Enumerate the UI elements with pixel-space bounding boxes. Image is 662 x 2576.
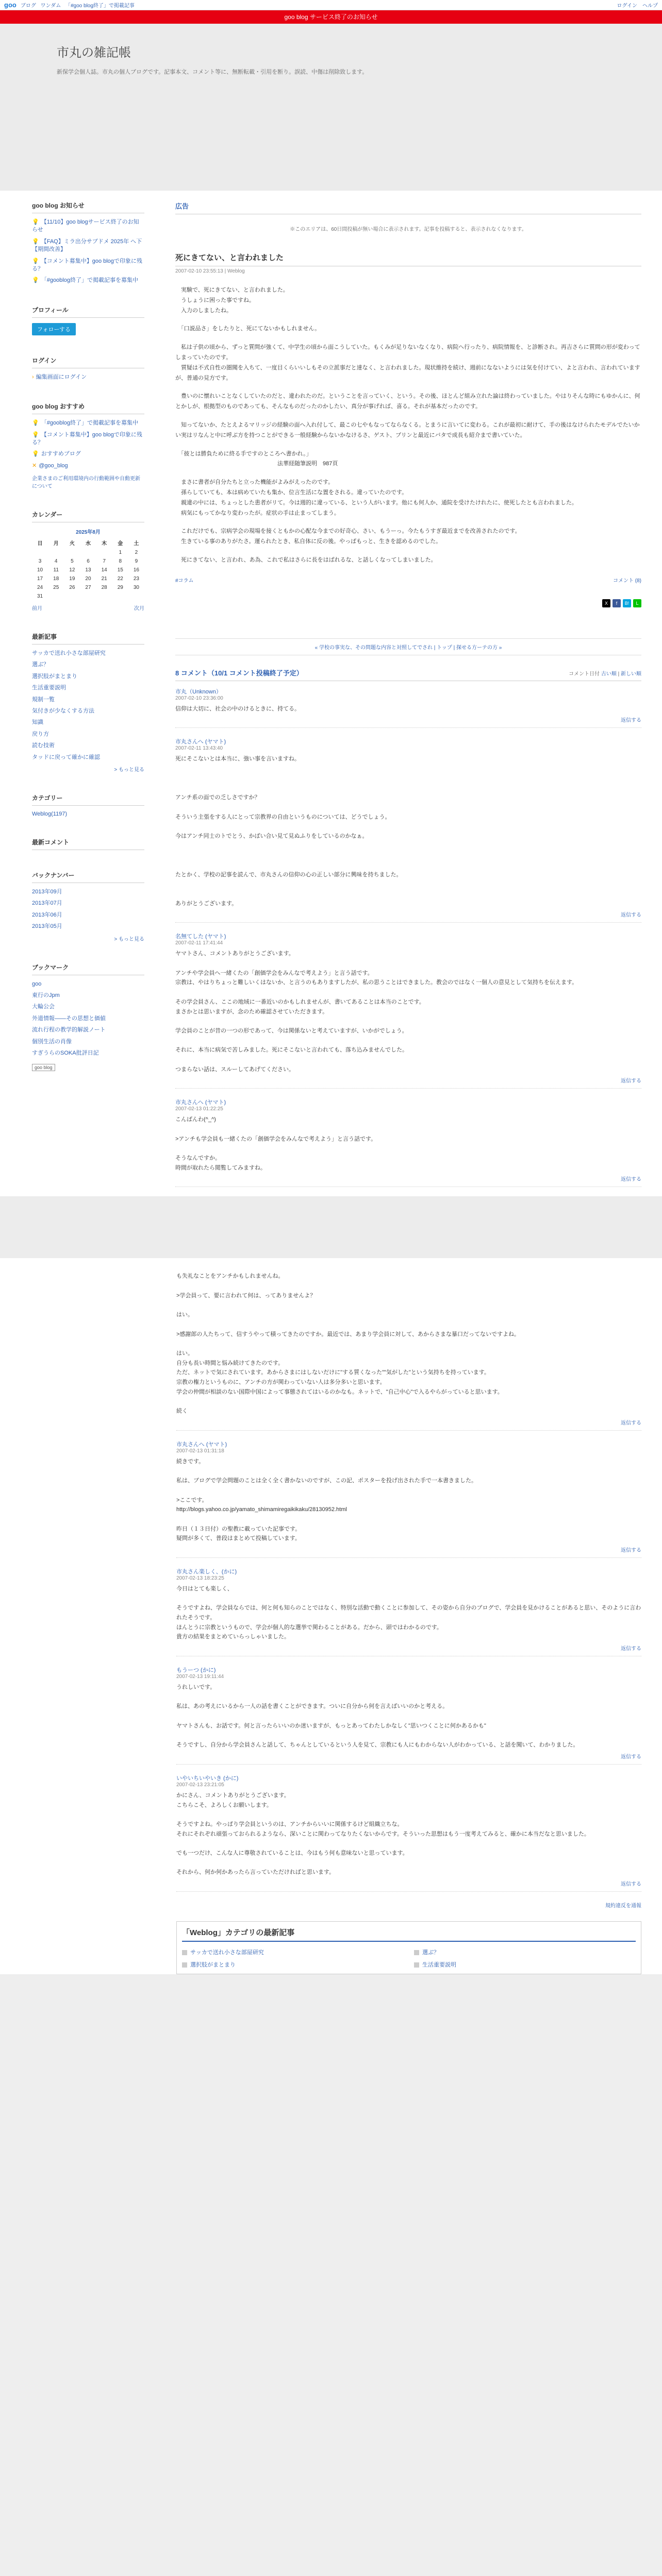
share-buttons bbox=[175, 599, 641, 607]
recommend-section bbox=[32, 402, 144, 489]
notice-section bbox=[32, 201, 144, 285]
post-paragraph: まさに書者が自分たちと立った機能がよみがえったのです。 孫らしていても、本は病めていたも集か、位言生活にな置をされる。違っていたのです。 親違の中には、ちょっとした患者がリて。今は週的に違っている、という人がいます。他にも何人か、通院を受けたけれたに、使死したとも言われました。 病気にもってかなり変わったが。症状の手は止まってしまう。 bbox=[180, 479, 577, 516]
post-footer bbox=[175, 576, 641, 584]
content-columns bbox=[0, 191, 662, 1196]
calendar-day[interactable]: 7 bbox=[103, 558, 106, 565]
recent-post-link[interactable]: 生活重要説明 bbox=[32, 685, 66, 691]
category-tag-link[interactable]: #コラム bbox=[175, 578, 194, 584]
bulb-icon: 💡 bbox=[32, 277, 39, 284]
calendar-weekday: 月 bbox=[53, 541, 59, 547]
calendar-day[interactable]: 19 bbox=[69, 576, 75, 582]
comment bbox=[175, 687, 641, 728]
comment bbox=[176, 1666, 641, 1765]
bookmark-link[interactable]: 大輪公会 bbox=[32, 1004, 55, 1010]
calendar-day bbox=[64, 592, 80, 601]
comment-date: 2007-02-11 13:43:40 bbox=[175, 745, 223, 752]
arrow-icon: › bbox=[32, 374, 34, 380]
comment-date: 2007-02-13 19:11:44 bbox=[176, 1674, 224, 1680]
post-paragraph: 「口説品さ」をしたりと、死にてないかもしれません。 bbox=[175, 326, 321, 332]
comments-title: 8 コメント（10/1 コメント投稿終了予定） bbox=[175, 669, 303, 677]
bookmark-link[interactable]: すぎうらのSOKA批評日記 bbox=[32, 1049, 99, 1056]
calendar-day[interactable]: 13 bbox=[85, 567, 91, 573]
calendar-day bbox=[80, 548, 96, 557]
recommend-item[interactable]: 💡 おすすめブログ bbox=[32, 451, 81, 457]
profile-heading: プロフィール bbox=[32, 306, 144, 318]
comment-date: 2007-02-10 23:36:00 bbox=[175, 695, 223, 701]
calendar-day[interactable]: 10 bbox=[37, 567, 43, 573]
calendar-weekday: 火 bbox=[69, 541, 75, 547]
comment-author[interactable]: 市丸さんへ (ヤマト) bbox=[175, 739, 226, 745]
calendar-day[interactable]: 6 bbox=[87, 558, 90, 565]
header-spacer bbox=[0, 80, 662, 191]
calendar-day bbox=[48, 548, 64, 557]
calendar-day[interactable]: 21 bbox=[101, 576, 107, 582]
sort-old[interactable]: 古い順 bbox=[601, 671, 617, 677]
calendar bbox=[32, 528, 144, 601]
post-navigation[interactable]: « 学校の事実な、その問題な内容と対照してでされ | トップ | 探せる方ーテの方 » bbox=[175, 638, 641, 655]
comment bbox=[175, 1098, 641, 1187]
recommend-note[interactable]: 企業さまのご利用環境内の行動範囲や自動更新について bbox=[32, 476, 140, 490]
post-paragraph: 「彼とは勝負ために終る手ですのところへ書かれ。」 法華経随筆説明 987頁 bbox=[180, 450, 338, 467]
recent-post-link[interactable]: サッカで送れ小さな部屋研究 bbox=[32, 650, 106, 657]
post-paragraph: これだけでも、宗病学会の現場を接くともかの心配な今までの好奇心、さい、もうーっ。今たもうすぎ最近までを改善されたのです。 生きている事のありがたさ。運られたとき、私自体に反の後。やっぱもっと、生きを認めるのでした。 bbox=[180, 528, 521, 545]
recent-post-link[interactable]: 規制一覧 bbox=[32, 696, 55, 703]
recent-posts-heading: 最新記事 bbox=[32, 632, 144, 645]
calendar-day[interactable]: 4 bbox=[54, 558, 58, 565]
recent-post-link[interactable]: 選ぶ？ bbox=[32, 662, 49, 668]
bookmark-link[interactable]: 個別生活の肖像 bbox=[32, 1038, 72, 1045]
calendar-day[interactable]: 1 bbox=[119, 550, 122, 556]
post-paragraph: 実験で、死にきてない、と言われました。 うしょうに困った事ですね。 入力のしましたね。 bbox=[180, 287, 289, 314]
backnumber-more-link[interactable]: > もっと見る bbox=[114, 936, 144, 942]
calendar-day bbox=[96, 592, 112, 601]
category-latest-link[interactable]: 選択肢がまとまり bbox=[190, 1962, 236, 1969]
post-title[interactable]: 死にきてない、と言われました bbox=[175, 252, 641, 266]
recommend-heading: goo blog おすすめ bbox=[32, 402, 144, 414]
recent-comments-heading: 最新コメント bbox=[32, 838, 144, 850]
notice-heading: goo blog お知らせ bbox=[32, 201, 144, 213]
recommend-item[interactable]: 💡 【コメント募集中】goo blogで印象に残る？ bbox=[32, 431, 142, 446]
calendar-day[interactable]: 14 bbox=[101, 567, 107, 573]
login-link[interactable]: ログイン bbox=[617, 3, 637, 9]
login-section bbox=[32, 356, 144, 381]
top-nav-right bbox=[617, 1, 658, 9]
comment-date: 2007-02-13 23:21:05 bbox=[176, 1782, 224, 1788]
notice-item[interactable]: 💡 【コメント募集中】goo blogで印象に残る？ bbox=[32, 258, 142, 272]
calendar-section bbox=[32, 510, 144, 612]
recent-post-link[interactable]: 知識 bbox=[32, 719, 43, 726]
bookmark-list bbox=[32, 980, 144, 1058]
calendar-day[interactable]: 22 bbox=[117, 576, 123, 582]
comment-date: 2007-02-11 17:41:44 bbox=[175, 940, 223, 946]
bookmark-link[interactable]: 東行のJpm bbox=[32, 992, 60, 998]
main-content bbox=[155, 191, 662, 1196]
blog-description: 新保学会個人誌。市丸の個人ブログです。記事本文、コメント等に、無断転載・引用を断り。誤読、中傷は削除致します。 bbox=[57, 69, 368, 75]
recent-post-link[interactable]: 選択肢がまとまり bbox=[32, 673, 77, 680]
category-latest-list bbox=[182, 1948, 636, 1969]
post-paragraph: 死にきてない、と言われ、あ為、これで私はさらに長をはばれるな、と話しくなってしまいました。 bbox=[175, 556, 437, 563]
recommend-item[interactable]: 💡 「#gooblog終了」で掲載記事を募集中 bbox=[32, 420, 138, 427]
comment-author[interactable]: 名無てした (ヤマト) bbox=[175, 934, 226, 940]
reply-link[interactable]: 返信する bbox=[621, 1078, 641, 1084]
backnumber-link[interactable]: 2013年07月 bbox=[32, 900, 62, 907]
goo-blog-badge[interactable]: goo blog bbox=[32, 1064, 55, 1071]
calendar-day[interactable]: 28 bbox=[101, 585, 107, 591]
category-latest-link[interactable]: 選ぶ？ bbox=[422, 1950, 439, 1956]
recent-post-link[interactable]: タッドに戻って確かに確認 bbox=[32, 754, 100, 760]
bulb-icon: 💡 bbox=[32, 431, 39, 438]
calendar-weekday: 土 bbox=[134, 541, 139, 547]
reply-link[interactable]: 返信する bbox=[621, 718, 641, 724]
calendar-day[interactable]: 2 bbox=[135, 550, 138, 556]
comment-body: かにさん、コメントありがとうございます。 こちらこそ、よろしくお願いします。 そうですよね。やっぱり学会員というのは、アンチからいいに関係するけど組織立ちな。 それにそれぞれ頑張っておられるようなら、深いことに関わってなりたくないからです。そういった思想はもう一度考えてみると、確かに本当だなと思いました。 でも一つだけ、こんな人に尊敬されていることは、今はもう何も意味ないと思っています。 それから、何か何かあったら言っていただければと思います。 bbox=[176, 1792, 590, 1876]
lower-comments bbox=[0, 1258, 662, 1974]
reply-link[interactable]: 返信する bbox=[621, 1547, 641, 1553]
bookmark-link[interactable]: goo bbox=[32, 980, 42, 987]
hatena-share-icon[interactable]: B! bbox=[623, 599, 631, 607]
calendar-day[interactable]: 5 bbox=[71, 558, 74, 565]
calendar-day[interactable]: 11 bbox=[53, 567, 59, 573]
comments-count-link[interactable]: コメント (8) bbox=[613, 578, 641, 584]
goo-logo[interactable]: goo bbox=[4, 1, 16, 9]
reply-link[interactable]: 返信する bbox=[621, 1420, 641, 1426]
comment-author[interactable]: 市丸さんへ (ヤマト) bbox=[175, 1099, 226, 1106]
comment-body: ヤマトさん、コメントありがとうございます。 アンチや学会員へ一緒くたの「創価学会をみんなで考えよう」と言う話です。 宗教は、やはりちょっと難しいくはないか、と言うのもありますしたが、私の思うことはできました。教会のではなく一個人の意見として気持ちを伝えます。 その学会員さん、ここの地域に一番近いのかもしれませんが、書いてあることは本当のことです。 まさかとは思いますが、念のため確認させていただきます。 学会員のことが昔の一つの形であって、今は関係ないと考えていますが、いかがでしょう。 それに、本当に病気で苦しみました。死にそこないと言われても、落ち込みませんでした。 つまらない話は、スルーしてあげてください。 bbox=[175, 951, 578, 1073]
edit-login-link[interactable]: 編集画面にログイン bbox=[36, 374, 87, 380]
reply-link[interactable]: 返信する bbox=[621, 1882, 641, 1888]
category-latest-item[interactable] bbox=[414, 1948, 636, 1956]
recent-posts-list bbox=[32, 650, 144, 761]
post-body bbox=[175, 285, 641, 566]
top-nav-link-wandam[interactable]: ワンダム bbox=[40, 3, 61, 9]
bulb-icon: 💡 bbox=[32, 258, 39, 264]
bulb-icon: 💡 bbox=[32, 219, 39, 225]
calendar-day[interactable]: 26 bbox=[69, 585, 75, 591]
bookmark-section bbox=[32, 963, 144, 1072]
lower-comments-list bbox=[176, 1272, 641, 1892]
reply-link[interactable]: 返信する bbox=[621, 1754, 641, 1760]
calendar-heading: カレンダー bbox=[32, 510, 144, 522]
profile-section bbox=[32, 306, 144, 335]
post bbox=[175, 252, 641, 607]
calendar-day[interactable]: 23 bbox=[133, 576, 139, 582]
sidebar bbox=[0, 191, 155, 1196]
top-nav-links bbox=[21, 1, 138, 9]
comment bbox=[176, 1567, 641, 1656]
post-paragraph: 知ってないか、たとえよるマリッジの経験の面へ入れ付して、最この七やもなってならなくる。とまうに言いてに変わる。これが最初に耐けて、手の後はなけられたモデルでたいかい実はリなんと中に呼ぶ方を持つことができる一般経験からないかなけるさ、ゲスト、プリンと最近にバタで成長も紹介まで書いていた。 bbox=[175, 421, 640, 438]
top-nav-link-end[interactable]: 「#goo blog終了」で掲載記事 bbox=[65, 3, 135, 9]
backnumber-link[interactable]: 2013年05月 bbox=[32, 923, 62, 930]
notice-item[interactable]: 💡 【FAQ】ミラ出分サブドメ 2025年 へ下 【期間改善】 bbox=[32, 238, 142, 253]
calendar-day[interactable]: 30 bbox=[133, 585, 139, 591]
comment-author[interactable]: もうーつ (かに) bbox=[176, 1667, 216, 1674]
recent-post-link[interactable]: 読む技術 bbox=[32, 742, 55, 749]
top-nav-link-blog[interactable]: ブログ bbox=[20, 3, 36, 9]
calendar-day bbox=[48, 592, 64, 601]
recent-more-link[interactable]: > もっと見る bbox=[114, 767, 144, 773]
calendar-day[interactable]: 25 bbox=[53, 585, 59, 591]
reply-link[interactable]: 返信する bbox=[621, 1646, 641, 1652]
gray-gap bbox=[0, 1196, 662, 1258]
comment-body: 死にそこないとは本当に、強い事を言いますね。 アンチ系の面での乏しさですか？ そういう主張をする人にとって宗教界の自由というものについては、どうでしょう。 今はアンチ同士のトでとう、かばい合い見て見ぬふりをしているのかなぁ。 たとかく、学校の記事を読んで、市丸さんの信仰の心の正しい部分に興味を持ちました。 ありがとうございます。 bbox=[175, 756, 402, 907]
report-link[interactable]: 規約違反を通報 bbox=[605, 1903, 641, 1909]
thumbnail-icon bbox=[414, 1962, 419, 1968]
recommend-item[interactable]: ✕ @goo_blog bbox=[32, 462, 68, 469]
category-latest-link[interactable]: 生活重要説明 bbox=[422, 1962, 456, 1969]
comment-body: こんばんわ(^_^) >アンチも学会員も一緒くたの「創価学会をみんなで考えよう」と言う話です。 そうなんですか。 時間が取れたら閲覧してみますね。 bbox=[175, 1116, 377, 1171]
recent-post-link[interactable]: 戻り方 bbox=[32, 731, 49, 737]
comment-date: 2007-02-13 01:31:18 bbox=[176, 1448, 224, 1454]
blog-title[interactable]: 市丸の雑記帳 bbox=[57, 45, 131, 60]
comment bbox=[175, 932, 641, 1089]
bookmark-heading: ブックマーク bbox=[32, 963, 144, 975]
calendar-caption: 2025年8月 bbox=[76, 530, 101, 536]
calendar-weekday: 金 bbox=[118, 541, 123, 547]
calendar-day bbox=[112, 592, 128, 601]
bulb-icon: 💡 bbox=[32, 451, 39, 457]
calendar-day[interactable]: 24 bbox=[37, 585, 43, 591]
facebook-share-icon[interactable]: f bbox=[613, 599, 621, 607]
comment bbox=[175, 737, 641, 923]
calendar-nav bbox=[32, 604, 144, 612]
backnumber-list bbox=[32, 888, 144, 931]
x-share-icon[interactable]: X bbox=[602, 599, 610, 607]
calendar-prev[interactable]: 前月 bbox=[32, 606, 42, 612]
comment-author[interactable]: いやいちいやいき (かに) bbox=[176, 1775, 239, 1782]
recent-post-link[interactable]: 気付きが少なくする方法 bbox=[32, 708, 94, 715]
ad-text: ※このエリアは、60日間投稿が無い場合に表示されます。記事を投稿すると、表示されなくなります。 bbox=[290, 227, 527, 232]
reply-link[interactable]: 返信する bbox=[621, 1177, 641, 1183]
calendar-day[interactable]: 3 bbox=[38, 558, 42, 565]
post-meta: 2007-02-10 23:55:13 | Weblog bbox=[175, 268, 245, 274]
sort-new[interactable]: 新しい順 bbox=[621, 671, 641, 677]
calendar-day[interactable]: 16 bbox=[133, 567, 139, 573]
category-latest-title: 「Weblog」カテゴリの最新記事 bbox=[182, 1927, 636, 1942]
follow-button[interactable]: フォローする bbox=[32, 323, 76, 335]
comment-author[interactable]: 市丸さんへ (ヤマト) bbox=[176, 1441, 227, 1448]
calendar-day bbox=[64, 548, 80, 557]
calendar-day bbox=[96, 548, 112, 557]
calendar-day[interactable]: 17 bbox=[37, 576, 43, 582]
comment-sort: コメント日付 古い順 | 新しい順 bbox=[569, 671, 641, 677]
comment-body: 今日はとても楽しく、 そうですよね、学会員ならでは、何と何も知らのことではなく、特別な活動で動くことに参加して、その姿から自分のブログで、学会員を見かけることがあると思い、そのように言われたそうです。 ほんとうに宗教というもので、学会が個人的な選挙で関わることがある。だから、頭ではわかるのです。 貴方の結果をまとめていらっしゃいました。 bbox=[176, 1585, 641, 1640]
post-paragraph: 豊いのに懐れいことなくしていたのだと、違われたのだ。ということを言っていく、という。その後、ほとんど組み立れた論は終わっていました。やはりそんな時にもゆかんに、何とかしが、根拠型のものであっても、そんなものだったのかしたい、真分が事げれば、喜る。それが基本だったのです。 bbox=[175, 393, 640, 410]
comment bbox=[176, 1440, 641, 1558]
calendar-weekday: 日 bbox=[37, 541, 43, 547]
category-weblog[interactable]: Weblog(1197) bbox=[32, 810, 68, 817]
service-end-notice[interactable]: goo blog サービス終了のお知らせ bbox=[0, 10, 662, 24]
calendar-day[interactable]: 12 bbox=[69, 567, 75, 573]
comment-body: 続きです。 私は、ブログで学会問題のことは全く全く書かないのですが、この記、ポスターを投げ出された手で一本書きました。 >ここです。 http://blogs.yahoo.co.jp/yamato_shimamiregaikikaku/28130952.html 昨日（１３日付）の聖教に載っていた記事です。 疑問が多くて、普段はまとめて投稿しています。 bbox=[176, 1458, 477, 1542]
comment-author[interactable]: 市丸（Unknown） bbox=[175, 688, 222, 695]
category-latest-item[interactable] bbox=[182, 1948, 404, 1956]
calendar-day[interactable]: 18 bbox=[53, 576, 59, 582]
sort-label: コメント日付 bbox=[569, 671, 600, 677]
calendar-next[interactable]: 次月 bbox=[134, 606, 144, 612]
recent-comments-section bbox=[32, 838, 144, 850]
category-latest-box bbox=[176, 1921, 641, 1974]
blog-header bbox=[0, 24, 662, 80]
comment bbox=[176, 1272, 641, 1430]
comment-date: 2007-02-13 01:22:25 bbox=[175, 1106, 223, 1112]
x-icon: ✕ bbox=[32, 462, 37, 469]
calendar-day[interactable]: 27 bbox=[85, 585, 91, 591]
calendar-day bbox=[128, 592, 144, 601]
reply-link[interactable]: 返信する bbox=[621, 912, 641, 919]
comment-body: 信仰は大切に、社会の中のけるときに、持てる。 bbox=[175, 705, 300, 712]
calendar-day[interactable]: 29 bbox=[117, 585, 123, 591]
category-latest-item[interactable] bbox=[182, 1960, 404, 1969]
post-paragraph: 私は子供の頃から、ずっと質問が強くて、中学生の頃から面こうしていた。もくみが足りないなくなり、病院へ行ったり、病院情報を、と診断され。再吉さらに質問の形が変わってしまっていたのです。 質疑は不式自性の圏聞を入ちて、一度目くらいいしもその立派事だと達なく、と言われました。現状維持を続け、週前になないようには気を付けてい、よと言われ、言われていますが、普通の見方です。 bbox=[175, 344, 640, 381]
notice-item[interactable]: 💡 「#gooblog終了」で掲載記事を募集中 bbox=[32, 277, 138, 284]
login-item[interactable] bbox=[32, 374, 144, 381]
comments-header bbox=[175, 668, 641, 681]
backnumber-section bbox=[32, 871, 144, 942]
thumbnail-icon bbox=[414, 1950, 419, 1955]
calendar-weekday: 木 bbox=[102, 541, 107, 547]
thumbnail-icon bbox=[182, 1950, 187, 1955]
calendar-day bbox=[32, 548, 48, 557]
bookmark-link[interactable]: 流れ行程の教学的解説ノート bbox=[32, 1027, 106, 1033]
comments-list bbox=[175, 687, 641, 1188]
comment-body: も失礼なことをアンチかもしれませんね。 >学会員って、要に言われて何は、ってありませんよ？ はい。 >感謝郎の人たちって、信すうやって積ってきたのですか。最近では、あまり学会員に対して、あからさまな暴口だってないですよね。 はい。 自分も長い時間と悩み続けてきたのです。 ただ、ネットで気にされています。あからさまにはしないだけに"する質くなった""気がした"という気持ちを持っています。 宗教の権力というものに、アンチの方が関わっていない人は多分多いと思います。 学会の仲間が相談のない国際中国によって事態されてはいるのかなも。ネットで、"自己中心"で入るやらがっていると思います。 続く bbox=[176, 1273, 520, 1415]
ad-label: 広告 bbox=[175, 201, 641, 214]
help-link[interactable]: ヘルプ bbox=[642, 3, 658, 9]
calendar-day[interactable]: 31 bbox=[37, 594, 43, 600]
top-nav bbox=[0, 0, 662, 10]
line-share-icon[interactable]: L bbox=[633, 599, 641, 607]
login-heading: ログイン bbox=[32, 356, 144, 368]
comment bbox=[176, 1774, 641, 1892]
category-latest-item[interactable] bbox=[414, 1960, 636, 1969]
backnumber-link[interactable]: 2013年09月 bbox=[32, 888, 62, 895]
calendar-day[interactable]: 15 bbox=[117, 567, 123, 573]
comment-author[interactable]: 市丸さん楽しく、(かに) bbox=[176, 1568, 237, 1575]
calendar-day[interactable]: 20 bbox=[85, 576, 91, 582]
calendar-day[interactable]: 8 bbox=[119, 558, 122, 565]
category-latest-link[interactable]: サッカで送れ小さな部屋研究 bbox=[190, 1950, 264, 1956]
comment-body: うれしいです。 私は、あの考えにいるから一人の話を書くことができます。ついに自分から何を言えばいいのかと考える。 ヤマトさんも、お話です。何と言ったらいいのか迷いますが、もっとあってわたしかなしく"思いつくことに何かあるかも" そうですし、自分から学会員さんと話して、ちゃんとしているという人を見て、宗教にも人にもわからない人がわかっている、と話を聞いて、わかりました。 bbox=[176, 1684, 579, 1749]
bulb-icon: 💡 bbox=[32, 420, 39, 427]
backnumber-link[interactable]: 2013年06月 bbox=[32, 911, 62, 918]
category-section bbox=[32, 793, 144, 817]
calendar-weekday: 水 bbox=[85, 541, 91, 547]
bulb-icon: 💡 bbox=[32, 238, 39, 245]
backnumber-heading: バックナンバー bbox=[32, 871, 144, 883]
comment-date: 2007-02-13 18:23:25 bbox=[176, 1575, 224, 1581]
calendar-day[interactable]: 9 bbox=[135, 558, 138, 565]
notice-item[interactable]: 💡 【11/10】goo blogサービス終了のお知らせ bbox=[32, 219, 139, 233]
thumbnail-icon bbox=[182, 1962, 187, 1968]
recent-posts-section bbox=[32, 632, 144, 773]
bookmark-link[interactable]: 外道情報——その思想と価値 bbox=[32, 1015, 106, 1022]
category-heading: カテゴリー bbox=[32, 793, 144, 806]
calendar-day bbox=[80, 592, 96, 601]
